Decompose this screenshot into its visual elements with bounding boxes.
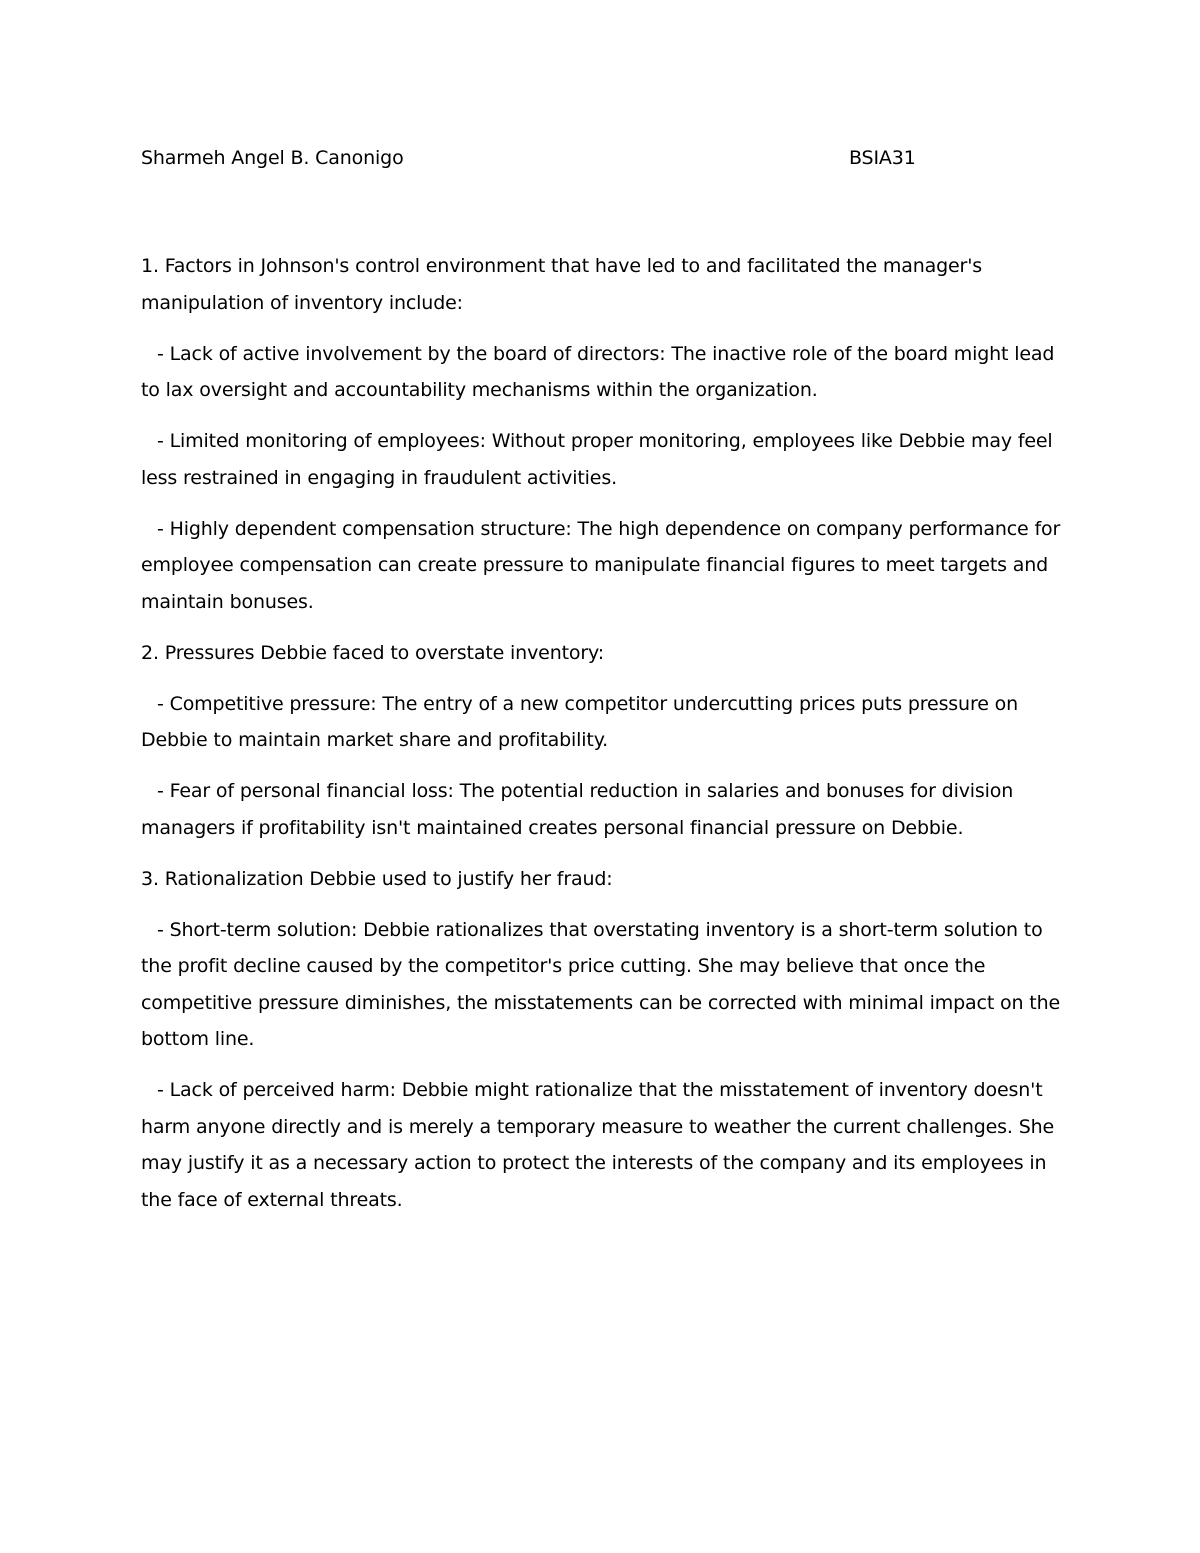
question-3-heading: 3. Rationalization Debbie used to justify her fraud: bbox=[141, 867, 613, 890]
question-3-point-perceived-harm: - Lack of perceived harm: Debbie might rationalize that the misstatement of inventory doesn't harm anyone directly and is merely a temporary measure to weather the current challenges. She may justify it as a necessary action to protect the interests of the company and its employees in the face of external threats. bbox=[141, 1079, 1055, 1211]
question-2-point-competitive: - Competitive pressure: The entry of a new competitor undercutting prices puts pressure on Debbie to maintain market share and profitability. bbox=[141, 692, 1018, 751]
question-2-point-personal-loss: - Fear of personal financial loss: The potential reduction in salaries and bonuses for division managers if profitability isn't maintained creates personal financial pressure on Debbie. bbox=[141, 780, 1014, 839]
student-name: Sharmeh Angel B. Canonigo bbox=[141, 147, 404, 169]
question-3-point-short-term: - Short-term solution: Debbie rationalizes that overstating inventory is a short-term solution to the profit decline caused by the competitor's price cutting. She may believe that once the competitive pressure diminishes, the misstatements can be corrected with minimal impact on the bottom line. bbox=[141, 918, 1061, 1050]
question-1-heading: 1. Factors in Johnson's control environment that have led to and facilitated the manager's manipulation of inventory include: bbox=[141, 255, 983, 314]
student-section: BSIA31 bbox=[849, 147, 916, 169]
question-1-point-monitoring: - Limited monitoring of employees: Without proper monitoring, employees like Debbie may feel less restrained in engaging in fraudulent activities. bbox=[141, 430, 1053, 489]
question-1-point-board: - Lack of active involvement by the board of directors: The inactive role of the board might lead to lax oversight and accountability mechanisms within the organization. bbox=[141, 342, 1055, 401]
question-1-point-compensation: - Highly dependent compensation structure: The high dependence on company performance for employee compensation can create pressure to manipulate financial figures to meet targets and maintain bonuses. bbox=[141, 517, 1061, 613]
document-body bbox=[141, 248, 1076, 1233]
question-2-heading: 2. Pressures Debbie faced to overstate inventory: bbox=[141, 641, 605, 664]
document-header bbox=[141, 147, 941, 177]
